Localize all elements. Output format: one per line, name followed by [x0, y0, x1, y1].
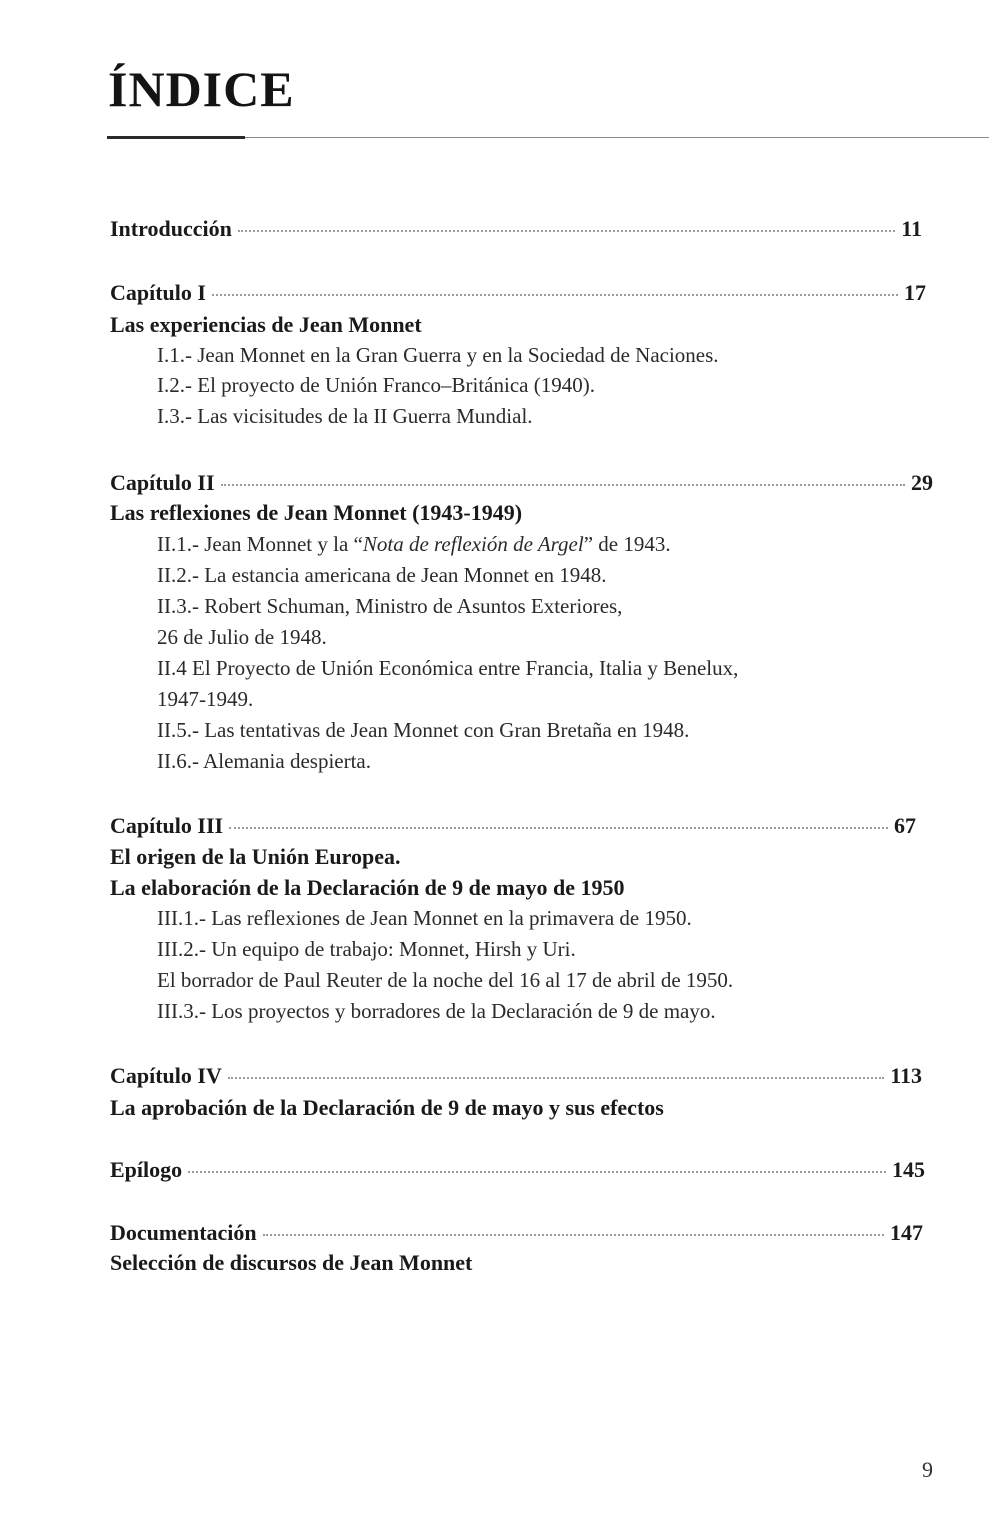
entry-label: Epílogo	[110, 1157, 183, 1182]
section-item: II.4 El Proyecto de Unión Económica entre Francia, Italia y Benelux,	[157, 656, 739, 680]
entry-label: Introducción	[110, 216, 232, 241]
item-italic-title: Nota de reflexión de Argel	[362, 532, 584, 556]
section-item: III.1.- Las reflexiones de Jean Monnet en la primavera de 1950.	[157, 906, 692, 930]
section-item: I.3.- Las vicisitudes de la II Guerra Mundial.	[157, 404, 533, 428]
section-item: II.2.- La estancia americana de Jean Monnet en 1948.	[157, 563, 607, 587]
chapter-subtitle: La elaboración de la Declaración de 9 de mayo de 1950	[110, 875, 625, 900]
toc-entry-capitulo-1	[110, 280, 926, 310]
entry-page: 145	[892, 1157, 925, 1182]
section-item: II.6.- Alemania despierta.	[157, 749, 371, 773]
section-item: 1947-1949.	[157, 687, 254, 711]
chapter-subtitle: El origen de la Unión Europea.	[110, 844, 401, 869]
chapter-subtitle: La aprobación de la Declaración de 9 de mayo y sus efectos	[110, 1095, 664, 1120]
item-prefix: II.1.- Jean Monnet y la “	[157, 532, 363, 556]
entry-page: 147	[890, 1220, 923, 1245]
dot-leader	[188, 1171, 886, 1173]
dot-leader	[263, 1234, 884, 1236]
entry-label: Documentación	[110, 1220, 257, 1245]
entry-page: 29	[911, 470, 933, 495]
chapter-subtitle: Selección de discursos de Jean Monnet	[110, 1250, 473, 1275]
section-item: II.5.- Las tentativas de Jean Monnet con Gran Bretaña en 1948.	[157, 718, 690, 742]
toc-entry-capitulo-4	[110, 1063, 922, 1093]
dot-leader	[229, 827, 888, 829]
entry-label: Capítulo II	[110, 470, 215, 495]
entry-page: 67	[894, 813, 916, 838]
entry-label: Capítulo IV	[110, 1063, 222, 1088]
dot-leader	[228, 1077, 884, 1079]
item-suffix: ” de 1943.	[583, 532, 671, 556]
page-title: ÍNDICE	[108, 61, 295, 117]
chapter-subtitle: Las reflexiones de Jean Monnet (1943-1949)	[110, 500, 523, 525]
toc-entry-capitulo-3	[110, 813, 916, 843]
toc-entry-epilogo	[110, 1157, 925, 1187]
dot-leader	[212, 294, 898, 296]
section-item: 26 de Julio de 1948.	[157, 625, 327, 649]
entry-page: 113	[890, 1063, 922, 1088]
entry-page: 17	[904, 280, 926, 305]
section-item	[157, 532, 671, 557]
section-item: II.3.- Robert Schuman, Ministro de Asuntos Exteriores,	[157, 594, 623, 618]
section-item: I.2.- El proyecto de Unión Franco–Británica (1940).	[157, 373, 595, 397]
toc-entry-documentacion	[110, 1220, 923, 1250]
toc-entry-capitulo-2	[110, 470, 933, 500]
entry-label: Capítulo I	[110, 280, 206, 305]
page-number: 9	[922, 1457, 933, 1482]
section-item: III.3.- Los proyectos y borradores de la Declaración de 9 de mayo.	[157, 999, 716, 1023]
section-item: El borrador de Paul Reuter de la noche del 16 al 17 de abril de 1950.	[157, 968, 734, 992]
dot-leader	[238, 230, 895, 232]
entry-page: 11	[901, 216, 922, 241]
entry-label: Capítulo III	[110, 813, 224, 838]
title-rule-thick	[107, 136, 245, 139]
title-rule-thin	[245, 137, 989, 138]
chapter-subtitle: Las experiencias de Jean Monnet	[110, 312, 422, 337]
toc-entry-introduccion	[110, 216, 922, 246]
dot-leader	[221, 484, 905, 486]
section-item: I.1.- Jean Monnet en la Gran Guerra y en la Sociedad de Naciones.	[157, 343, 719, 367]
section-item: III.2.- Un equipo de trabajo: Monnet, Hirsh y Uri.	[157, 937, 576, 961]
